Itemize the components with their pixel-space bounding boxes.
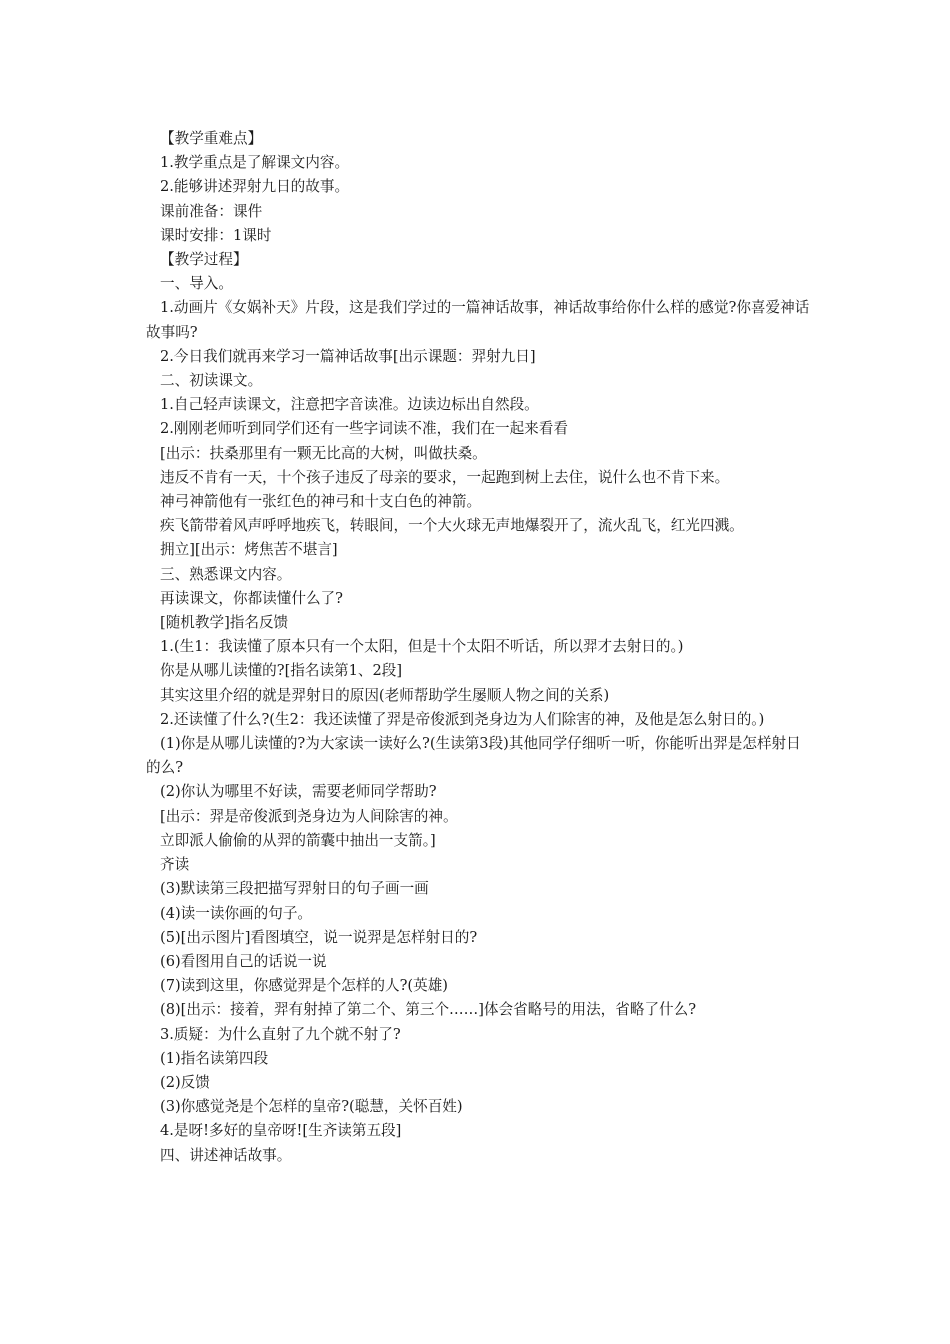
text-line: 再读课文，你都读懂什么了? bbox=[160, 589, 343, 607]
text-line: 拥立][出示：烤焦苦不堪言] bbox=[160, 541, 338, 559]
document-body bbox=[146, 127, 811, 1168]
text-line: (3)默读第三段把描写羿射日的句子画一画 bbox=[160, 880, 429, 898]
text-line: 违反不肯有一天，十个孩子违反了母亲的要求，一起跑到树上去住，说什么也不肯下来。 bbox=[160, 468, 730, 486]
text-line: 齐读 bbox=[160, 856, 190, 874]
text-line: 【教学重难点】 bbox=[160, 130, 263, 147]
text-line: 2.还读懂了什么?(生2：我还读懂了羿是帝俊派到尧身边为人们除害的神，及他是怎么射日的。) bbox=[160, 710, 765, 728]
text-line: (8)[出示：接着，羿有射掉了第二个、第三个……]体会省略号的用法，省略了什么? bbox=[160, 1001, 697, 1019]
text-line: (2)反馈 bbox=[160, 1073, 210, 1091]
text-line: [出示：扶桑那里有一颗无比高的大树，叫做扶桑。 bbox=[160, 444, 487, 462]
text-line: 2.今日我们就再来学习一篇神话故事[出示课题：羿射九日] bbox=[160, 347, 536, 365]
text-line: [出示：羿是帝俊派到尧身边为人间除害的神。 bbox=[160, 807, 458, 825]
text-line: 其实这里介绍的就是羿射日的原因(老师帮助学生屡顺人物之间的关系) bbox=[160, 686, 610, 704]
text-line: [随机教学]指名反馈 bbox=[160, 614, 289, 632]
text-line: (5)[出示图片]看图填空，说一说羿是怎样射日的? bbox=[160, 928, 478, 946]
text-line: (7)读到这里，你感觉羿是个怎样的人?(英雄) bbox=[160, 977, 448, 995]
text-line: 课前准备：课件 bbox=[160, 202, 263, 220]
text-line: 1.教学重点是了解课文内容。 bbox=[160, 154, 350, 172]
text-line: (4)读一读你画的句子。 bbox=[160, 904, 313, 922]
text-line: 四、讲述神话故事。 bbox=[160, 1146, 292, 1164]
text-line: 一、导入。 bbox=[160, 275, 233, 293]
text-line: 三、熟悉课文内容。 bbox=[160, 565, 292, 583]
text-line: 【教学过程】 bbox=[160, 251, 248, 269]
text-line: (1)你是从哪儿读懂的?为大家读一读好么?(生读第3段)其他同学仔细听一听，你能听出羿是怎样射日的么? bbox=[146, 735, 801, 777]
text-line: 3.质疑：为什么直射了九个就不射了? bbox=[160, 1025, 401, 1043]
text-line: 4.是呀!多好的皇帝呀![生齐读第五段] bbox=[160, 1122, 402, 1140]
text-line: 2.能够讲述羿射九日的故事。 bbox=[160, 178, 350, 196]
text-line: 2.刚刚老师听到同学们还有一些字词读不准，我们在一起来看看 bbox=[160, 420, 568, 438]
text-line: 立即派人偷偷的从羿的箭囊中抽出一支箭。] bbox=[160, 831, 436, 849]
text-line: 神弓神箭他有一张红色的神弓和十支白色的神箭。 bbox=[160, 493, 482, 511]
text-line: 疾飞箭带着风声呼呼地疾飞，转眼间，一个大火球无声地爆裂开了，流火乱飞，红光四溅。 bbox=[160, 517, 744, 535]
text-line: (3)你感觉尧是个怎样的皇帝?(聪慧，关怀百姓) bbox=[160, 1098, 463, 1116]
text-line: (1)指名读第四段 bbox=[160, 1049, 269, 1067]
text-line: 二、初读课文。 bbox=[160, 372, 263, 390]
text-line: (6)看图用自己的话说一说 bbox=[160, 952, 327, 970]
text-line: 课时安排：1课时 bbox=[160, 226, 272, 244]
text-line: 你是从哪儿读懂的?[指名读第1、2段] bbox=[160, 662, 403, 680]
text-line: 1.动画片《女娲补天》片段，这是我们学过的一篇神话故事，神话故事给你什么样的感觉?你喜爱神话故事吗? bbox=[146, 299, 810, 341]
text-line: (2)你认为哪里不好读，需要老师同学帮助? bbox=[160, 783, 437, 801]
text-line: 1.自己轻声读课文，注意把字音读准。边读边标出自然段。 bbox=[160, 396, 539, 414]
text-line: 1.(生1：我读懂了原本只有一个太阳，但是十个太阳不听话，所以羿才去射日的。) bbox=[160, 638, 684, 656]
